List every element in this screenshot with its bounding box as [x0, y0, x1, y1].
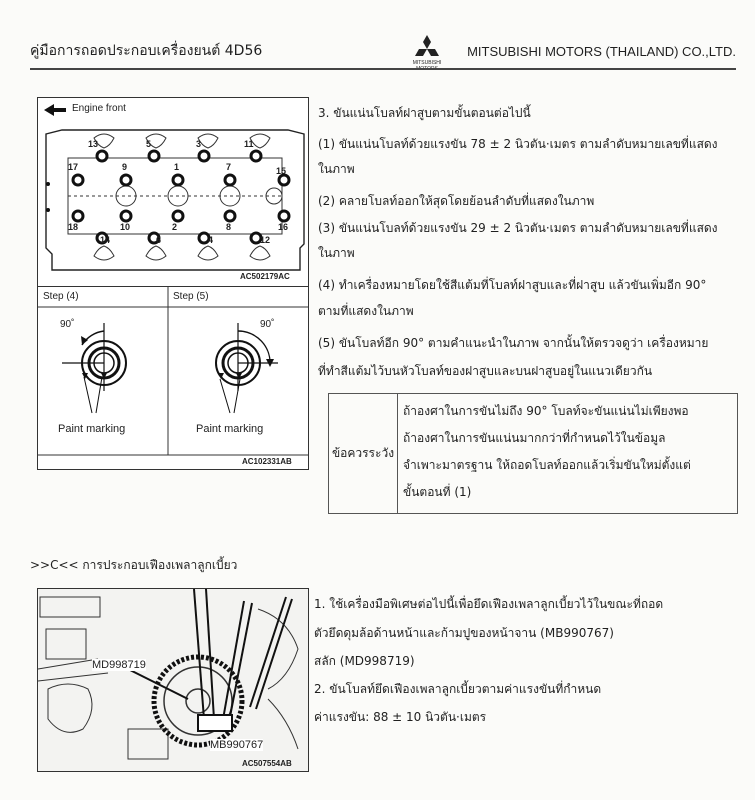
angle-left-label: 90˚	[60, 319, 75, 330]
c-step-1-cont2: สลัก (MD998719)	[314, 654, 415, 668]
caution-line: ถ้าองศาในการขันแน่นมากกว่าที่กำหนดไว้ในข้อมูล	[403, 431, 666, 445]
engine-front-label: Engine front	[72, 103, 126, 114]
tool-md998719-label: MD998719	[92, 659, 146, 671]
bolt-number: 8	[226, 222, 232, 232]
bolt-number: 10	[120, 222, 131, 232]
caution-line: ขั้นตอนที่ (1)	[403, 485, 472, 499]
c-step-1-cont: ตัวยึดดุมล้อด้านหน้าและก้ามปูของหน้าจาน (MB990767)	[314, 626, 614, 640]
bolt-number: 5	[146, 139, 152, 149]
camshaft-drawing	[38, 589, 308, 771]
bolt-number: 7	[226, 162, 232, 172]
bolt-number: 6	[156, 235, 162, 245]
caution-line: ถ้าองศาในการขันไม่ถึง 90° โบลท์จะขันแน่นไม่เพียงพอ	[403, 404, 689, 418]
bolt-number: 3	[196, 139, 202, 149]
camshaft-sprocket-figure	[37, 588, 309, 772]
manual-title: คู่มือการถอดประกอบเครื่องยนต์ 4D56	[30, 43, 263, 59]
caution-text	[403, 398, 691, 506]
caution-line: จำเพาะมาตรฐาน ให้ถอดโบลท์ออกแล้วเริ่มขันใหม่ตั้งแต่	[403, 458, 691, 472]
company-name: MITSUBISHI MOTORS (THAILAND) CO.,LTD.	[467, 44, 736, 59]
figure-code: AC507554AB	[242, 759, 292, 768]
step-2: (2) คลายโบลท์ออกให้สุดโดยย้อนลำดับที่แสดงในภาพ	[318, 194, 595, 208]
step-1: (1) ขันแน่นโบลท์ด้วยแรงขัน 78 ± 2 นิวตัน·เมตร ตามลำดับหมายเลขที่แสดง	[318, 137, 718, 151]
section-title: >>C<< การประกอบเฟืองเพลาลูกเบี้ยว	[30, 558, 238, 572]
bolt-number: 2	[172, 222, 178, 232]
bolt-number: 11	[244, 139, 254, 149]
header-divider	[30, 68, 736, 70]
caution-label: ข้อควรระวัง	[329, 394, 398, 513]
bolt-number: 16	[278, 222, 289, 232]
step-5: (5) ขันโบลท์อีก 90° ตามคำแนะนำในภาพ จากนั้นให้ตรวจดูว่า เครื่องหมาย	[318, 336, 709, 350]
page-header	[30, 38, 736, 68]
c-torque-spec: ค่าแรงขัน: 88 ± 10 นิวตัน·เมตร	[314, 710, 487, 724]
bolt-number: 18	[68, 222, 79, 232]
step-3: (3) ขันแน่นโบลท์ด้วยแรงขัน 29 ± 2 นิวตัน·เมตร ตามลำดับหมายเลขที่แสดง	[318, 221, 718, 235]
bolt-number: 9	[122, 162, 128, 172]
paint-marking-left: Paint marking	[58, 423, 126, 435]
bolt-number: 14	[100, 235, 111, 245]
tool-mb990767-label: MB990767	[210, 739, 264, 751]
bolt-number: 13	[88, 139, 99, 149]
logo-caption: MITSUBISHI	[412, 60, 442, 66]
steps-heading: 3. ขันแน่นโบลท์ฝาสูบตามขั้นตอนต่อไปนี้	[318, 106, 531, 120]
c-step-1: 1. ใช้เครื่องมือพิเศษต่อไปนี้เพื่อยึดเฟืองเพลาลูกเบี้ยวไว้ในขณะที่ถอด	[314, 597, 664, 611]
figure-code: AC502179AC	[240, 272, 290, 281]
step-4: (4) ทำเครื่องหมายโดยใช้สีแต้มที่โบลท์ฝาสูบและที่ฝาสูบ แล้วขันเพิ่มอีก 90°	[318, 278, 707, 292]
bolt-angle-figure	[37, 286, 309, 470]
step-5-cont: ที่ทำสีแต้มไว้บนหัวโบลท์ของฝาสูบและบนฝาสูบอยู่ในแนวเดียวกัน	[318, 364, 653, 378]
caution-box	[328, 393, 738, 514]
step-3-cont: ในภาพ	[318, 246, 355, 260]
step4-label: Step (4)	[43, 291, 79, 302]
step-4-cont: ตามที่แสดงในภาพ	[318, 304, 414, 318]
bolt-number: 17	[68, 162, 79, 172]
bolt-number: 12	[260, 235, 271, 245]
paint-marking-right: Paint marking	[196, 423, 264, 435]
bolt-number: 15	[276, 166, 287, 176]
bolt-number: 1	[174, 162, 180, 172]
step-1-cont: ในภาพ	[318, 162, 355, 176]
cylinder-head-bolt-figure	[37, 97, 309, 287]
c-step-2: 2. ขันโบลท์ยึดเฟืองเพลาลูกเบี้ยวตามค่าแรงขันที่กำหนด	[314, 682, 602, 696]
step5-label: Step (5)	[173, 291, 209, 302]
angle-drawing	[38, 287, 308, 469]
angle-right-label: 90˚	[260, 319, 275, 330]
bolt-number: 4	[208, 235, 214, 245]
figure-code: AC102331AB	[242, 457, 292, 466]
cylinder-head-drawing	[38, 98, 308, 286]
